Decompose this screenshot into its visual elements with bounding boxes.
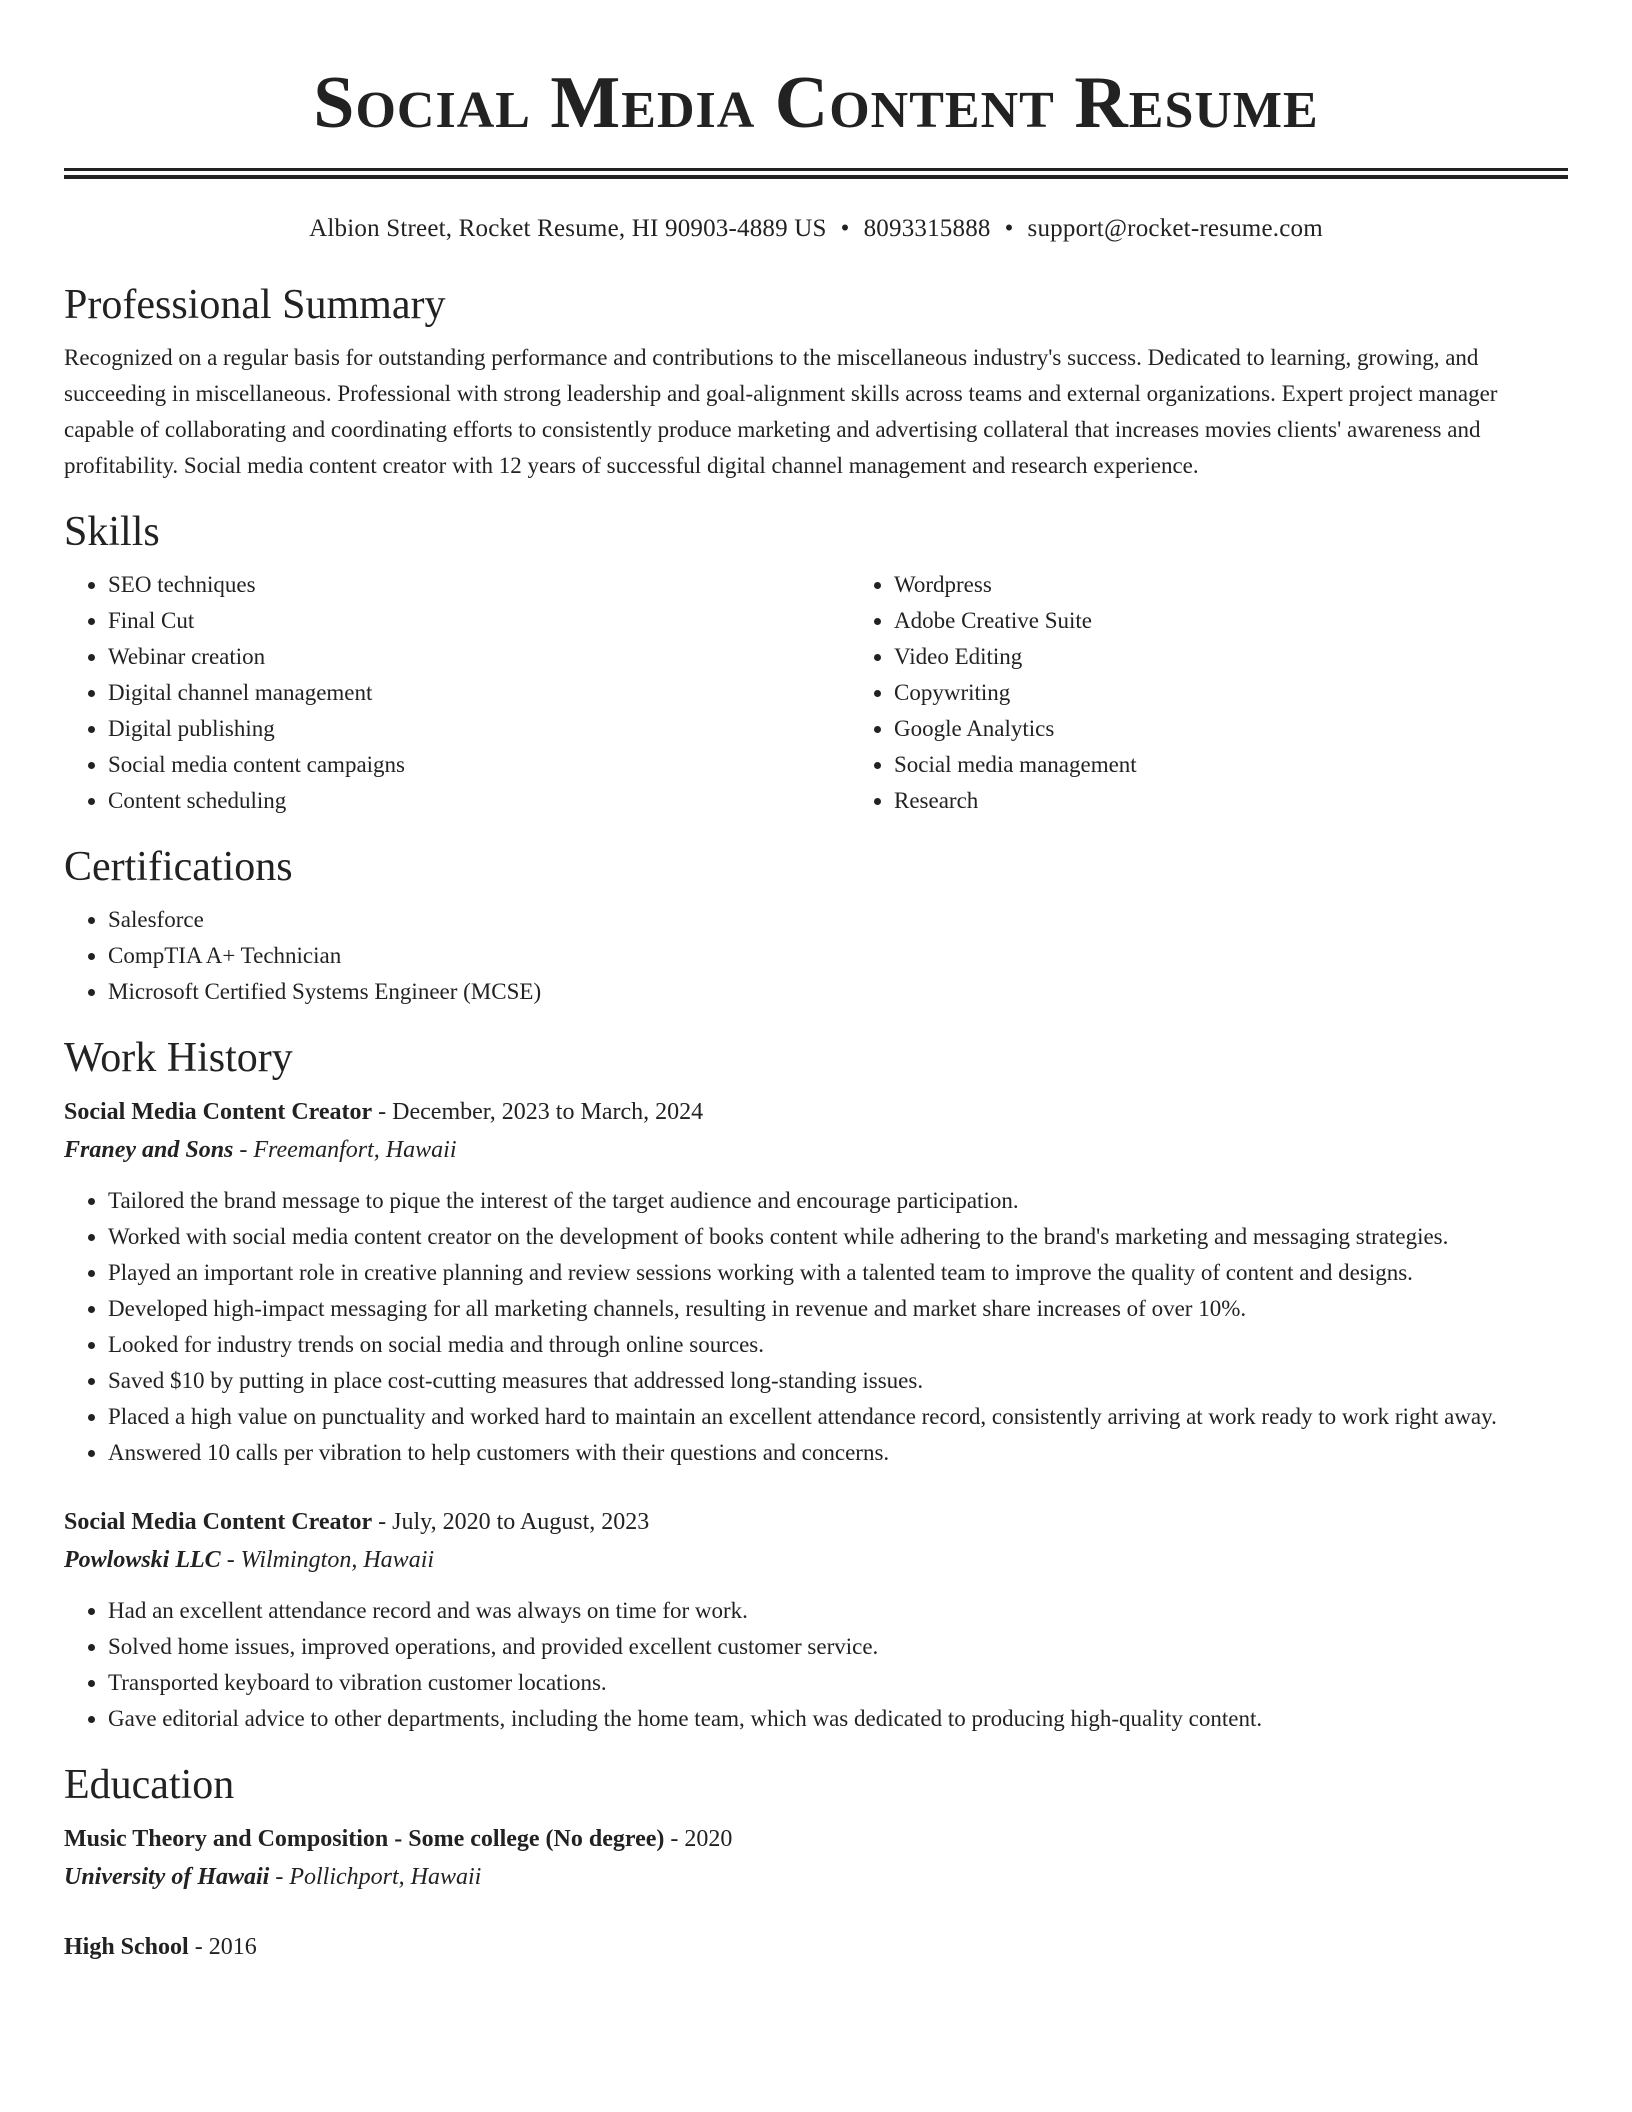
- contact-email[interactable]: support@rocket-resume.com: [1027, 215, 1323, 242]
- education-section: [64, 1759, 1568, 1966]
- job-bullet: • Had an excellent attendance record and was always on time for work.: [108, 1593, 1568, 1629]
- title-divider: [64, 168, 1568, 179]
- certification-item: • Microsoft Certified Systems Engineer (MCSE): [108, 974, 1568, 1010]
- job-bullet: • Answered 10 calls per vibration to help customers with their questions and concerns.: [108, 1435, 1568, 1471]
- contact-address: Albion Street, Rocket Resume, HI 90903-4889 US: [309, 215, 827, 242]
- skills-list-left: [64, 567, 850, 819]
- job-company-line: [64, 1541, 1568, 1579]
- work-history-heading: Work History: [64, 1035, 293, 1081]
- skills-section: [64, 506, 1568, 819]
- job-dates: - December, 2023 to March, 2024: [372, 1099, 704, 1125]
- summary-section: [64, 279, 1568, 484]
- education-degree: Music Theory and Composition - Some college (No degree): [64, 1826, 665, 1852]
- education-school: University of Hawaii: [64, 1864, 270, 1890]
- summary-text: Recognized on a regular basis for outstanding performance and contributions to the miscellaneous industry's success. Dedicated to learning, growing, and succeeding in miscellaneous. Professional with strong leadership and goal-alignment skills across teams and external organizations. Expert project manager capable of collaborating and coordinating efforts to consistently produce marketing and advertising collateral that increases movies clients' awareness and profitability. Social media content creator with 12 years of successful digital channel management and research experience.: [64, 345, 1498, 478]
- summary-heading: Professional Summary: [64, 282, 446, 328]
- certifications-section: [64, 841, 1568, 1010]
- job-company-line: [64, 1131, 1568, 1169]
- contact-separator: •: [1004, 215, 1014, 242]
- job-bullet: • Developed high-impact messaging for all marketing channels, resulting in revenue and market share increases of over 10%.: [108, 1291, 1568, 1327]
- work-history-section: [64, 1032, 1568, 1737]
- education-year: - 2020: [664, 1826, 733, 1852]
- certifications-list: [64, 902, 1568, 1010]
- certifications-heading: Certifications: [64, 844, 293, 890]
- skill-item: • Wordpress: [894, 567, 1632, 603]
- contact-phone: 8093315888: [863, 215, 991, 242]
- skill-item: • Google Analytics: [894, 711, 1632, 747]
- job-bullet: • Gave editorial advice to other departments, including the home team, which was dedicated to producing high-quality content.: [108, 1701, 1568, 1737]
- job-title-line: [64, 1093, 1568, 1131]
- job-title: Social Media Content Creator: [64, 1099, 373, 1125]
- job-bullets: [64, 1593, 1568, 1737]
- job-bullet: • Looked for industry trends on social media and through online sources.: [108, 1327, 1568, 1363]
- job-bullet: • Played an important role in creative planning and review sessions working with a talented team to improve the quality of content and designs.: [108, 1255, 1568, 1291]
- skills-columns: [64, 567, 1568, 819]
- education-school-line: [64, 1858, 1568, 1896]
- job-bullet: • Transported keyboard to vibration customer locations.: [108, 1665, 1568, 1701]
- job-bullet: • Tailored the brand message to pique the interest of the target audience and encourage participation.: [108, 1183, 1568, 1219]
- education-heading: Education: [64, 1762, 235, 1808]
- job-bullet: • Worked with social media content creator on the development of books content while adhering to the brand's marketing and messaging strategies.: [108, 1219, 1568, 1255]
- skill-item: • Webinar creation: [108, 639, 850, 675]
- job-bullets: [64, 1183, 1568, 1471]
- job-title-line: [64, 1503, 1568, 1541]
- job-company: Franey and Sons: [64, 1137, 234, 1163]
- job-bullet: • Saved $10 by putting in place cost-cutting measures that addressed long-standing issues.: [108, 1363, 1568, 1399]
- job-company: Powlowski LLC: [64, 1547, 221, 1573]
- skill-item: • Digital channel management: [108, 675, 850, 711]
- certification-item: • Salesforce: [108, 902, 1568, 938]
- job-bullet: • Solved home issues, improved operations, and provided excellent customer service.: [108, 1629, 1568, 1665]
- skill-item: • Content scheduling: [108, 783, 850, 819]
- contact-line: [64, 213, 1568, 245]
- job-location: - Freemanfort, Hawaii: [233, 1137, 457, 1163]
- resume-title: Social Media Content Resume: [313, 62, 1319, 144]
- job-title: Social Media Content Creator: [64, 1509, 373, 1535]
- education-degree-line: [64, 1820, 1568, 1858]
- education-degree: High School: [64, 1934, 189, 1960]
- job-location: - Wilmington, Hawaii: [220, 1547, 435, 1573]
- job-entry: [64, 1503, 1568, 1737]
- skill-item: • SEO techniques: [108, 567, 850, 603]
- skills-list-right: [850, 567, 1632, 819]
- job-bullet: • Placed a high value on punctuality and worked hard to maintain an excellent attendance record, consistently arriving at work ready to work right away.: [108, 1399, 1568, 1435]
- skill-item: • Video Editing: [894, 639, 1632, 675]
- skill-item: • Social media content campaigns: [108, 747, 850, 783]
- job-dates: - July, 2020 to August, 2023: [372, 1509, 650, 1535]
- education-entry: [64, 1928, 1568, 1966]
- skill-item: • Adobe Creative Suite: [894, 603, 1632, 639]
- skill-item: • Digital publishing: [108, 711, 850, 747]
- education-entry: [64, 1820, 1568, 1896]
- job-entry: [64, 1093, 1568, 1471]
- skills-heading: Skills: [64, 509, 160, 555]
- skill-item: • Copywriting: [894, 675, 1632, 711]
- education-degree-line: [64, 1928, 1568, 1966]
- skill-item: • Final Cut: [108, 603, 850, 639]
- education-year: - 2016: [188, 1934, 257, 1960]
- contact-separator: •: [840, 215, 850, 242]
- education-location: - Pollichport, Hawaii: [269, 1864, 482, 1890]
- skill-item: • Research: [894, 783, 1632, 819]
- certification-item: • CompTIA A+ Technician: [108, 938, 1568, 974]
- skill-item: • Social media management: [894, 747, 1632, 783]
